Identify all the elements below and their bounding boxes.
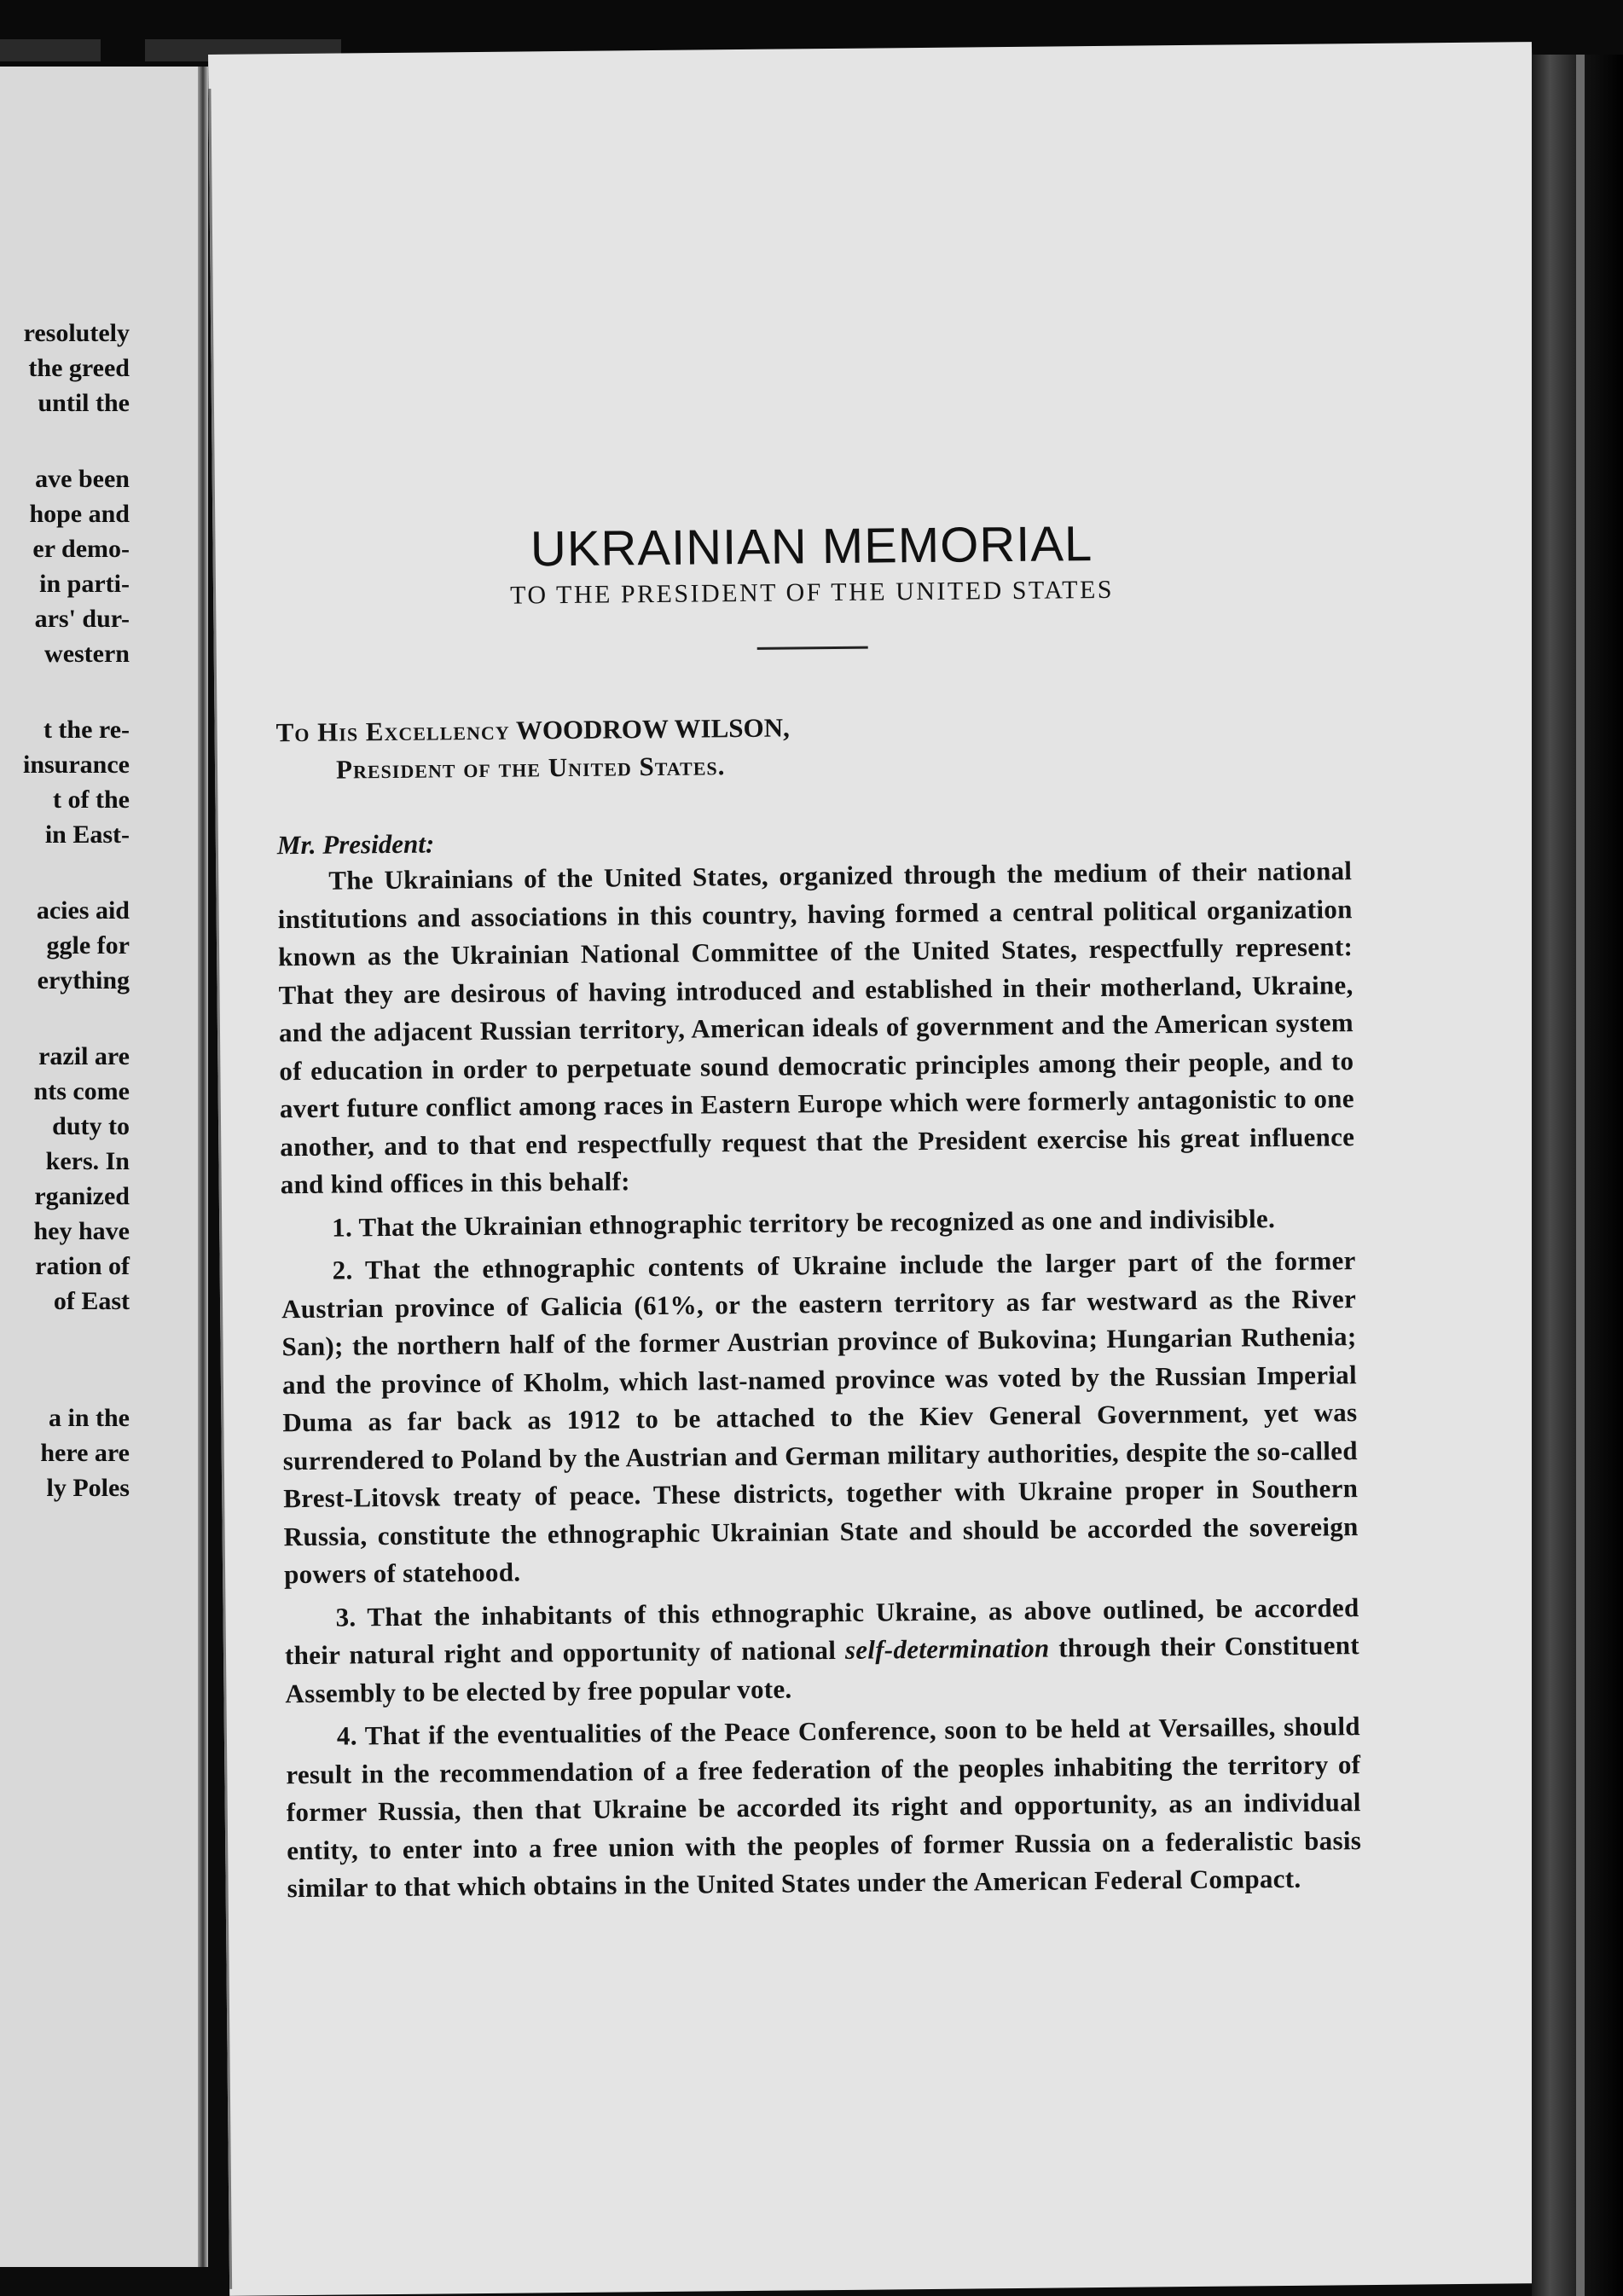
main-page: [208, 42, 1553, 2296]
left-page-line: ggle for: [46, 931, 130, 960]
addressee-name: WOODROW WILSON,: [515, 712, 790, 745]
left-page-line: western: [44, 640, 130, 668]
left-page-line: er demo-: [32, 535, 130, 563]
address-prefix: To His Excellency: [275, 715, 510, 748]
point-1: 1. That the Ukrainian ethnographic territory be recognized as one and indivisible.: [332, 1203, 1276, 1243]
point-2: 2. That the ethnographic contents of Ukraine include the larger part of the former Austrian province of Galicia (61%, or the eastern territory as far westward as the River San); the northern half of the former Austrian province of Bukovina; Hungarian Ruthenia; and the province of Kholm, which last-named province was voted by the Russian Imperial Duma as far back as 1912 to be attached to the Kiev General Government, yet was surrendered to Poland by the Austrian and German military authorities, despite the so-called Brest-Litovsk treaty of peace. These districts, together with Ukraine proper in Southern Russia, constitute the ethnographic Ukrainian State and should be accorded the sovereign powers of statehood.: [281, 1245, 1359, 1590]
left-page-gap: [0, 420, 198, 461]
left-page-line: in East-: [44, 820, 130, 849]
left-page-line: kers. In: [45, 1147, 130, 1175]
left-page-line: acies aid: [36, 896, 130, 925]
left-page-line: until the: [38, 389, 130, 417]
document-title: UKRAINIAN MEMORIAL: [530, 516, 1093, 577]
point-4: 4. That if the eventualities of the Peace Conference, soon to be held at Versailles, should result in the recommendation of a free federation of the peoples inhabiting the territory of former Russia, then that Ukraine be accorded its right and opportunity, as an individual entity, to enter into a free union with the peoples of former Russia on a federalistic basis similar to that which obtains in the United States under the American Federal Compact.: [286, 1711, 1362, 1904]
left-page-line: hey have: [33, 1217, 130, 1245]
left-page-line: in parti-: [39, 570, 130, 598]
point-3: [284, 1589, 1359, 1713]
left-page-line: ave been: [35, 465, 130, 493]
left-page-line: the greed: [28, 354, 130, 382]
document-subtitle: TO THE PRESIDENT OF THE UNITED STATES: [509, 575, 1115, 610]
left-page-line: t of the: [53, 786, 130, 814]
film-frame-right: [1532, 55, 1623, 2296]
address-block: [275, 704, 1351, 789]
left-page-gap: [0, 1319, 198, 1360]
left-page-gap: [0, 998, 198, 1039]
left-page-line: hope and: [29, 500, 130, 528]
left-page-line: insurance: [22, 751, 130, 779]
memorial-text: [277, 852, 1362, 1908]
address-line-2: President of the United States.: [335, 751, 726, 785]
title-divider: [757, 646, 868, 650]
document-body: [274, 513, 1362, 1913]
left-page-text: [0, 316, 198, 1505]
film-frame-strip-1: [0, 39, 101, 61]
left-page-line: ly Poles: [46, 1474, 130, 1502]
page-gutter: [198, 67, 208, 2267]
left-page-line: t the re-: [43, 716, 130, 744]
intro-paragraph: The Ukrainians of the United States, organized through the medium of their national institutions and associations in this country, having formed a central political organization known as the Ukrainian National Committee of the United States, respectfully represent: That they are desirous of having introduced and established in their motherland, Ukraine, and the adjacent Russian territory, American ideals of government and the American system of education in order to perpetuate sound democratic principles among their people, and to avert future conflict among races in Eastern Europe which were formerly antagonistic to one another, and to that end respectfully request that the President exercise his great influence and kind offices in this behalf:: [277, 855, 1355, 1200]
left-page-line: here are: [40, 1439, 130, 1467]
left-facing-page: [0, 67, 198, 2267]
point-3-text-a: 3. That the inhabitants of this ethnographic Ukraine, as above outlined, be accorded their natural right and opportunity of national: [284, 1592, 1359, 1671]
left-page-line: erything: [37, 966, 130, 994]
left-page-line: a in the: [48, 1404, 130, 1432]
point-3-italic: self-determination: [844, 1632, 1050, 1665]
left-page-line: rganized: [34, 1182, 130, 1210]
salutation: Mr. President:: [276, 828, 435, 861]
left-page-gap: [0, 852, 198, 893]
left-page-line: razil are: [38, 1042, 130, 1070]
left-page-line: ars' dur-: [34, 605, 130, 633]
left-page-gap: [0, 671, 198, 712]
film-frame-right-bar: [1576, 55, 1585, 2296]
left-page-line: of East: [53, 1287, 130, 1315]
page-edge-line: [208, 89, 232, 2289]
left-page-line: resolutely: [23, 319, 130, 347]
left-page-gap: [0, 1360, 198, 1400]
left-page-line: ration of: [35, 1252, 130, 1280]
left-page-line: nts come: [33, 1077, 130, 1105]
left-page-line: duty to: [52, 1112, 130, 1140]
point-3-text-b: through their Constituent Assembly to be elected by free popular vote.: [285, 1630, 1360, 1708]
